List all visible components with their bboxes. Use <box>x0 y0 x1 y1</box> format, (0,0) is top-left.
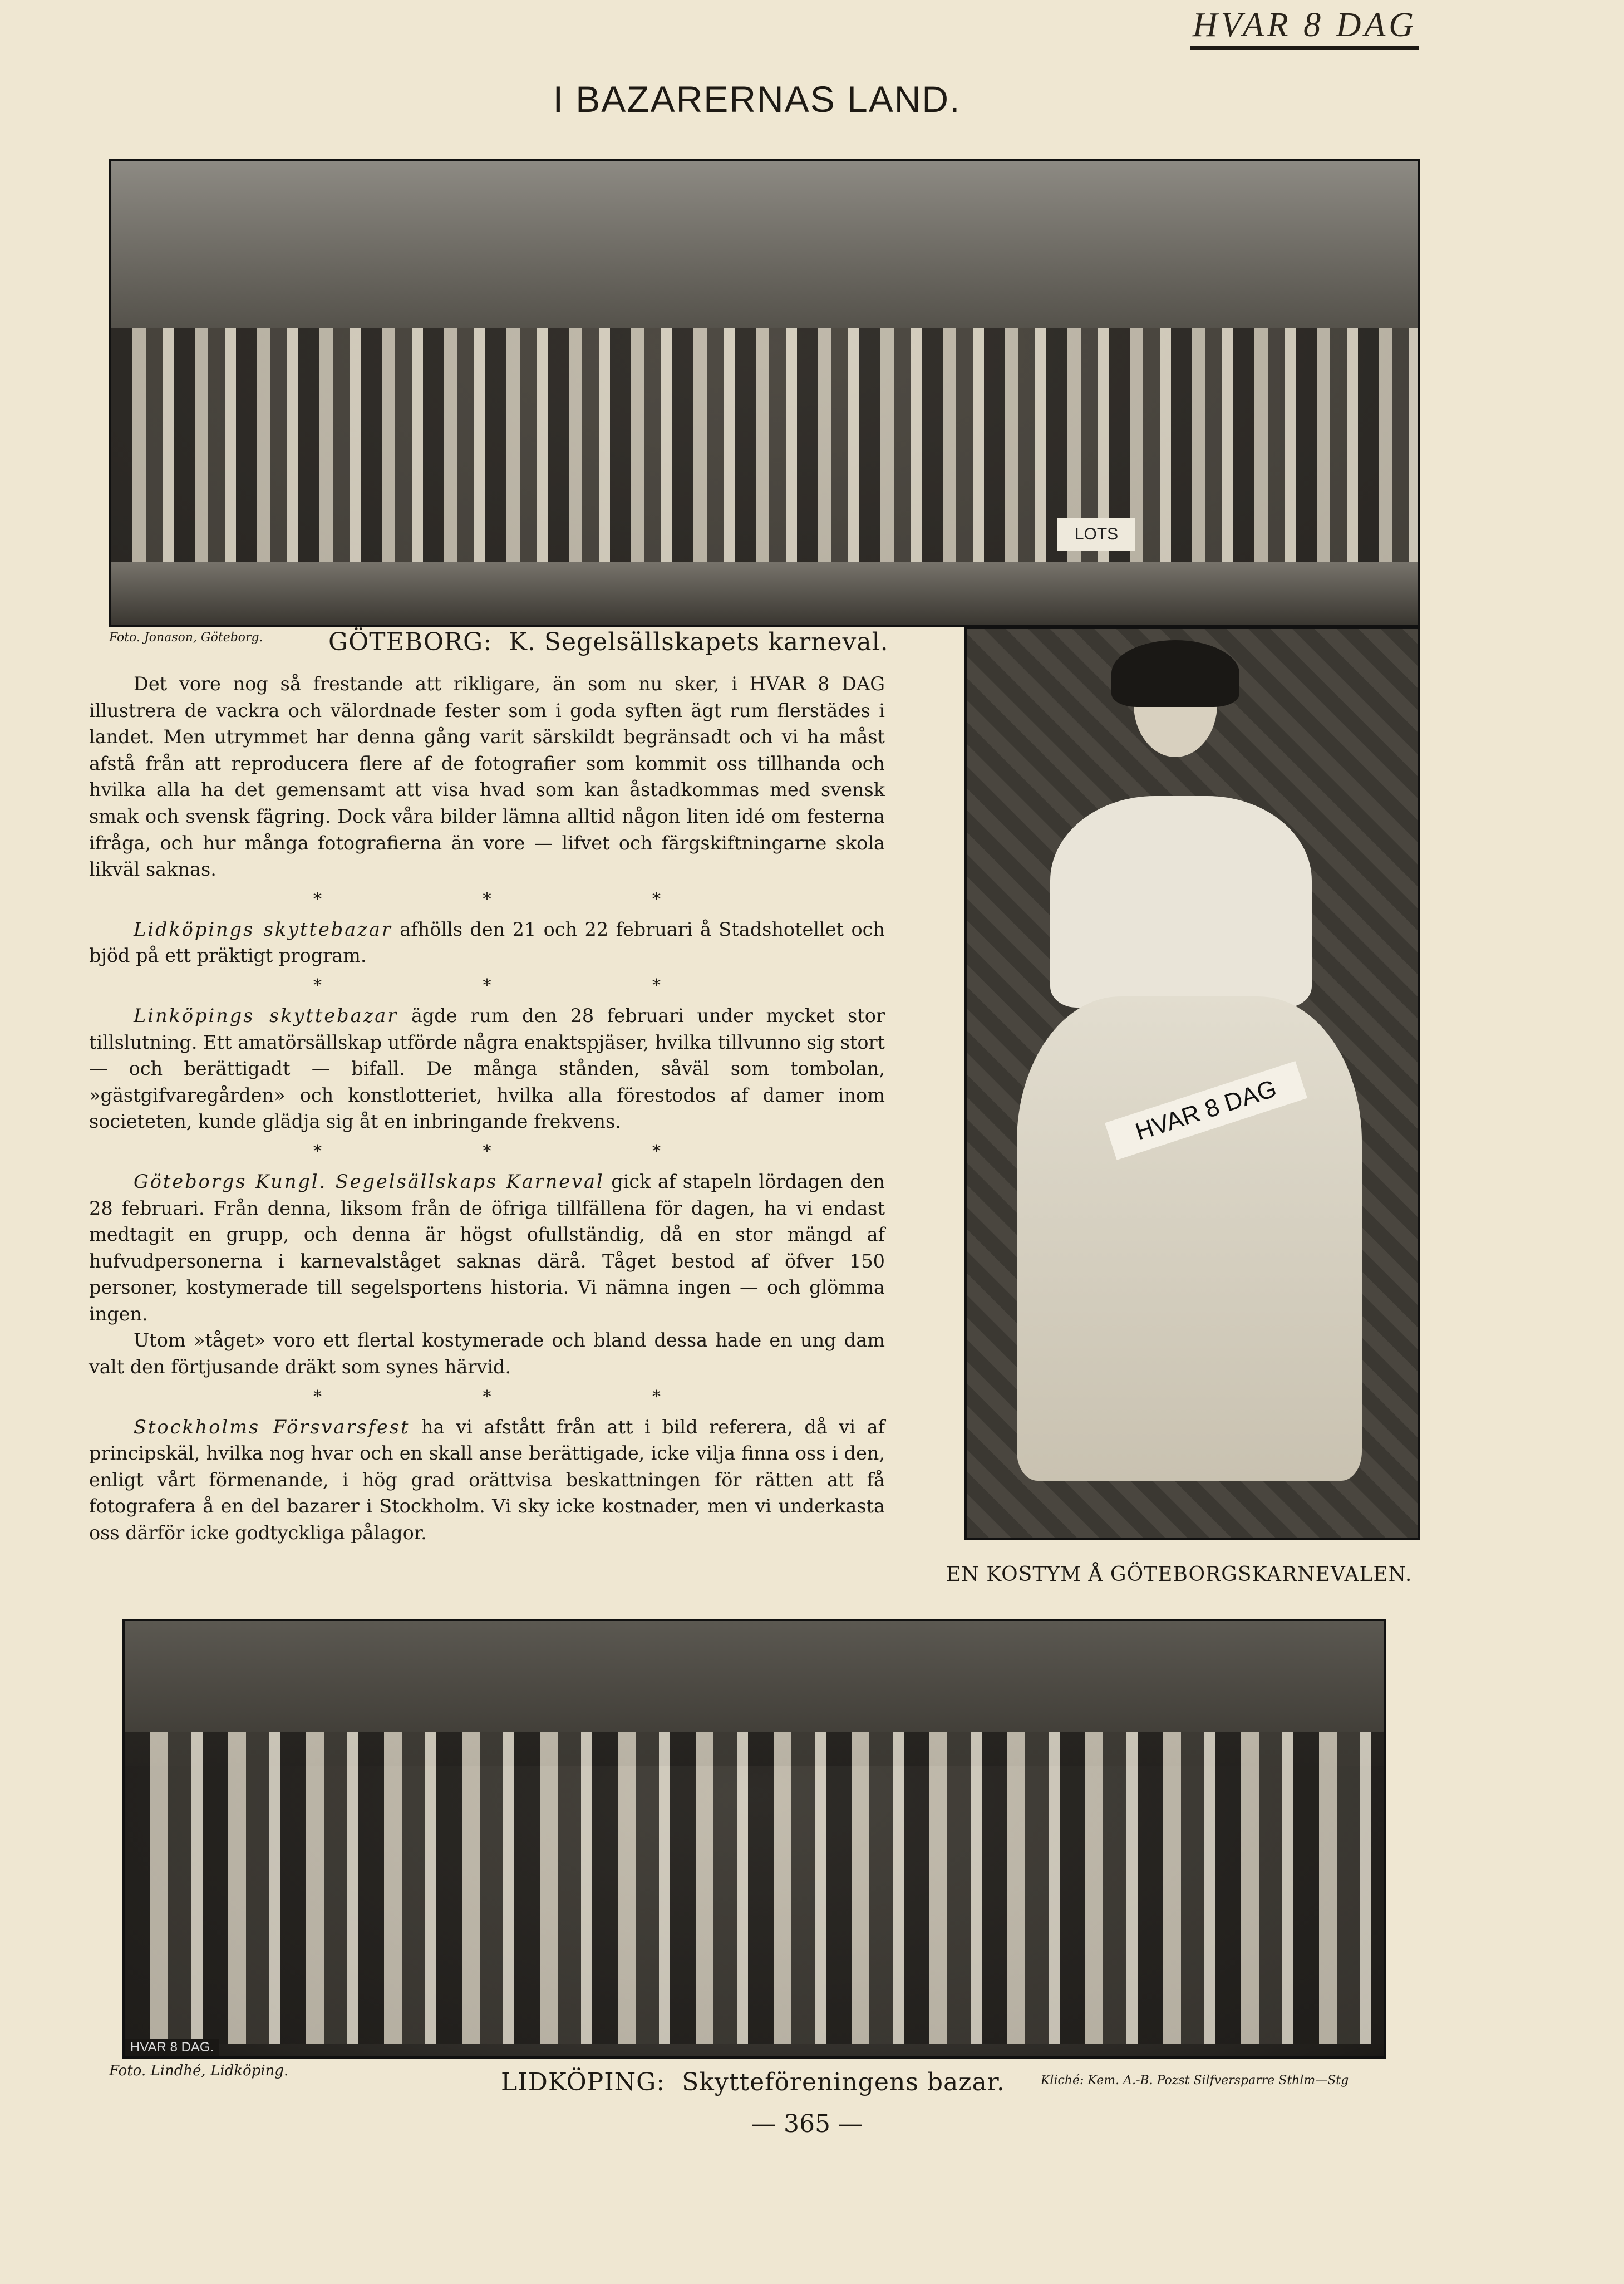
lots-sign: LOTS <box>1057 518 1135 551</box>
caption-place: LIDKÖPING: <box>501 2068 666 2096</box>
article-paragraph <box>89 1414 885 1546</box>
caption-text: K. Segelsällskapets karneval. <box>509 628 889 656</box>
photo-goteborg-carnival <box>109 159 1420 627</box>
paragraph-lead: Lidköpings skyttebazar <box>134 918 392 940</box>
paragraph-lead: Linköpings skyttebazar <box>134 1004 398 1026</box>
caption-text: Skytteföreningens bazar. <box>682 2068 1005 2096</box>
paragraph-text: gick af stapeln lördagen den 28 februari. Från denna, liksom från de öfriga tillfällena för dagen, ha vi endast medtagit en grupp, och denna är högst ofullständig, då en stor mängd af hufvudpersonerna i karnevalståget saknas därå. Tåget bestod af öfver 150 personer, kostymerade till segelsportens historia. Vi nämna ingen — och glömma ingen. <box>89 1170 885 1325</box>
separator: * * * <box>313 1141 739 1161</box>
photo-caption <box>328 628 889 656</box>
separator: * * * <box>313 1387 739 1407</box>
paragraph-text: afhölls den 21 och 22 februari å Stadshotellet och bjöd på ett präktigt program. <box>89 918 885 967</box>
article-intro: Det vore nog så frestande att rikligare, än som nu sker, i HVAR 8 DAG illustrera de vackra och välordnade fester som i goda syften ägt rum flerstädes i landet. Men utrymmet har denna gång varit särskildt begränsadt och vi ha måst afstå från att reproducera flere af de fotografier som kommit oss tillhanda och hvilka alla ha det gemensamt att visa hvad som kan åstadkommas med svensk smak och svensk fägring. Dock våra bilder lämna alltid någon liten idé om festerna ifråga, och hur många fotografierna än vore — lifvet och färgskiftningarne skola likväl saknas. <box>89 673 885 881</box>
separator: * * * <box>313 889 739 909</box>
paragraph-text: ägde rum den 28 februari under mycket stor tillslutning. Ett amatörsällskap utförde några enaktspjäser, hvilka tillvunno sig stort — och berättigadt — bifall. De många stånden, såväl som tombolan, »gästgifvaregården» och konstlotteriet, hvilka alla förestodos af damer inom societeten, kunde glädja sig åt en inbringande frekvens. <box>89 1004 885 1133</box>
sash-text: HVAR 8 DAG <box>1105 1061 1307 1160</box>
portrait-caption: EN KOSTYM Å GÖTEBORGSKARNEVALEN. <box>946 1563 1413 1586</box>
printer-credit: Kliché: Kem. A.-B. Pozst Silfversparre Sthlm—Stg <box>1041 2074 1349 2087</box>
article-paragraph <box>89 1003 885 1135</box>
photo-credit: Foto. Lindhé, Lidköping. <box>109 2062 289 2079</box>
photo-caption <box>501 2068 1005 2096</box>
photo-lidkoping-bazaar <box>122 1619 1386 2059</box>
photo-watermark: HVAR 8 DAG. <box>125 2039 219 2056</box>
paragraph-lead: Stockholms Försvarsfest <box>134 1416 410 1438</box>
photo-credit: Foto. Jonason, Göteborg. <box>109 631 263 645</box>
photo-costume-portrait <box>964 627 1420 1540</box>
paragraph-lead: Göteborgs Kungl. Segelsällskaps Karneval <box>134 1170 604 1192</box>
article-paragraph <box>89 916 885 969</box>
article-paragraph <box>89 1168 885 1328</box>
article-paragraph: Utom »tåget» voro ett flertal kostymerade och bland dessa hade en ung dam valt den förtjusande dräkt som synes härvid. <box>89 1329 885 1378</box>
caption-place: GÖTEBORG: <box>328 628 493 656</box>
separator: * * * <box>313 975 739 995</box>
paragraph-text: ha vi afstått från att i bild referera, då vi af principskäl, hvilka nog hvar och en skall anse berättigade, icke vilja finna oss i den, enligt vårt förmenande, i hög grad orättvisa beskattningen för rätten att få fotografera å en del bazarer i Stockholm. Vi sky icke kostnader, men vi underkasta oss därför icke godtyckliga pålagor. <box>89 1416 885 1544</box>
page-number: — 365 — <box>751 2110 863 2138</box>
masthead: HVAR 8 DAG <box>1190 6 1419 50</box>
page-title: I BAZARERNAS LAND. <box>553 78 961 120</box>
article-body <box>89 671 885 1546</box>
